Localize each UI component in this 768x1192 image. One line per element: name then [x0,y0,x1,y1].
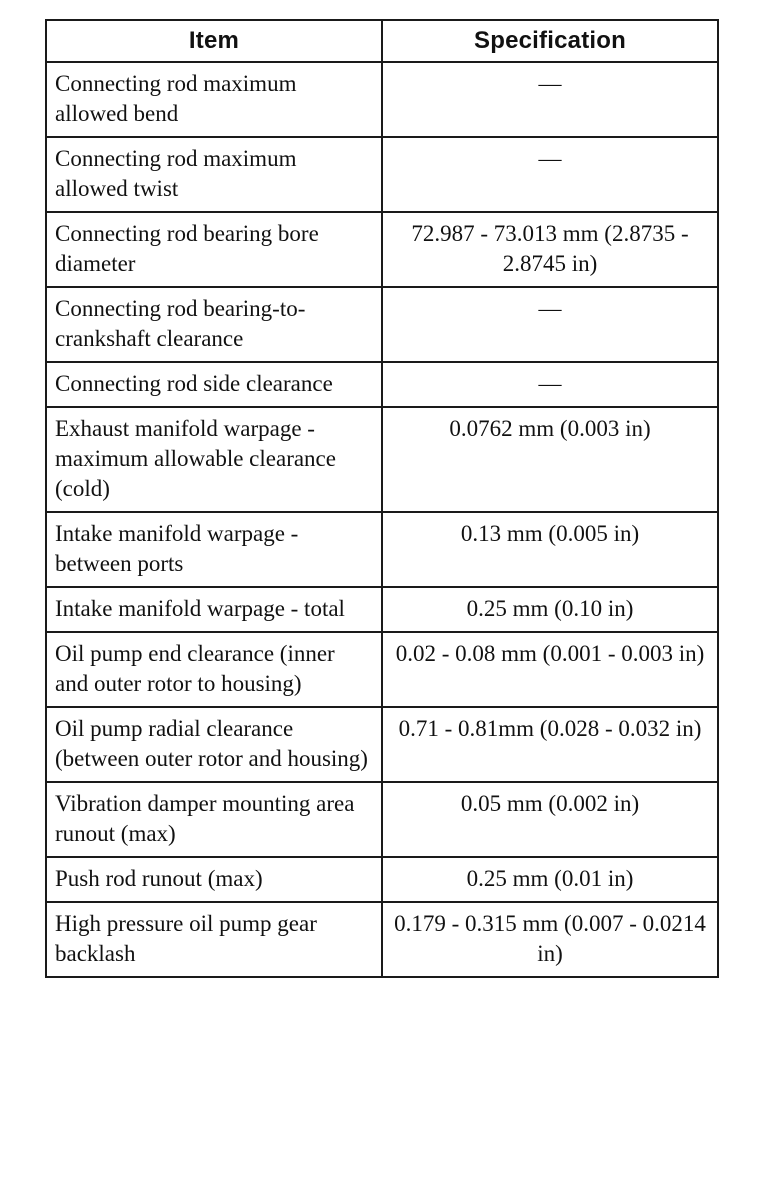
table-row [46,407,718,512]
specification-cell: 0.13 mm (0.005 in) [382,512,718,587]
table-row [46,782,718,857]
specification-table [45,19,719,978]
table-row [46,707,718,782]
table-row [46,362,718,407]
header-row [46,20,718,62]
specification-cell: 0.179 - 0.315 mm (0.007 - 0.0214 in) [382,902,718,977]
item-cell: Connecting rod bearing bore diameter [46,212,382,287]
item-cell: Connecting rod bearing-to-crankshaft clearance [46,287,382,362]
specification-cell: 0.25 mm (0.01 in) [382,857,718,902]
specification-cell: 0.25 mm (0.10 in) [382,587,718,632]
table-row [46,857,718,902]
specification-cell: 72.987 - 73.013 mm (2.8735 - 2.8745 in) [382,212,718,287]
column-header-specification: Specification [382,20,718,62]
specification-cell: 0.05 mm (0.002 in) [382,782,718,857]
specification-cell: — [382,362,718,407]
item-cell: Intake manifold warpage - between ports [46,512,382,587]
column-header-item: Item [46,20,382,62]
item-cell: Connecting rod maximum allowed twist [46,137,382,212]
item-cell: Vibration damper mounting area runout (max) [46,782,382,857]
table-row [46,512,718,587]
specification-cell: — [382,137,718,212]
item-cell: Intake manifold warpage - total [46,587,382,632]
table-row [46,212,718,287]
table-row [46,587,718,632]
item-cell: High pressure oil pump gear backlash [46,902,382,977]
table-row [46,632,718,707]
specification-cell: — [382,62,718,137]
specification-cell: 0.02 - 0.08 mm (0.001 - 0.003 in) [382,632,718,707]
table-row [46,62,718,137]
table-row [46,137,718,212]
table-row [46,902,718,977]
item-cell: Connecting rod side clearance [46,362,382,407]
item-cell: Oil pump radial clearance (between outer rotor and housing) [46,707,382,782]
specification-cell: — [382,287,718,362]
specification-cell: 0.0762 mm (0.003 in) [382,407,718,512]
item-cell: Connecting rod maximum allowed bend [46,62,382,137]
item-cell: Oil pump end clearance (inner and outer rotor to housing) [46,632,382,707]
item-cell: Push rod runout (max) [46,857,382,902]
table-row [46,287,718,362]
item-cell: Exhaust manifold warpage - maximum allowable clearance (cold) [46,407,382,512]
specification-cell: 0.71 - 0.81mm (0.028 - 0.032 in) [382,707,718,782]
